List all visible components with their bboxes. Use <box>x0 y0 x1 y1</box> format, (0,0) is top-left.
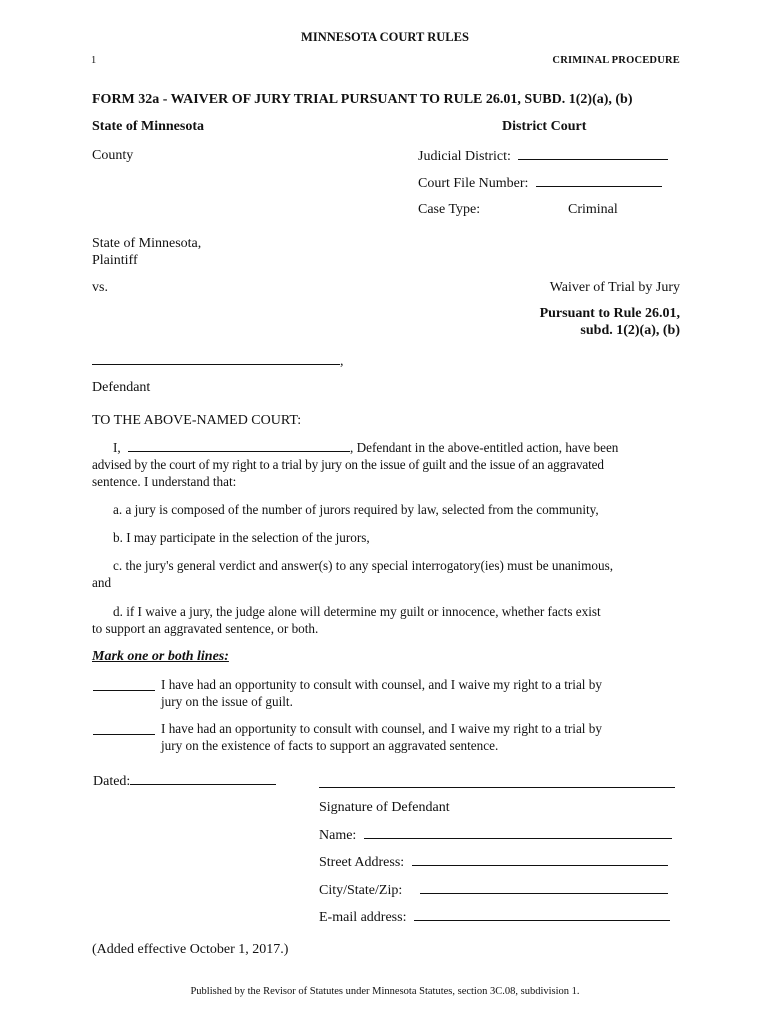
understanding-item-b: b. I may participate in the selection of the jurors, <box>113 530 370 545</box>
intro-line3: sentence. I understand that: <box>92 474 237 489</box>
city-state-zip-label: City/State/Zip: <box>319 883 403 898</box>
court-file-number-row <box>418 174 662 192</box>
court-file-number-blank[interactable] <box>536 174 662 187</box>
signature-label: Signature of Defendant <box>319 800 450 815</box>
running-header-title: MINNESOTA COURT RULES <box>301 30 469 44</box>
caption-county: County <box>92 148 134 163</box>
defendant-name-blank[interactable] <box>92 352 340 365</box>
plaintiff-label: Plaintiff <box>92 253 138 268</box>
understanding-item-c-cont: and <box>92 575 112 590</box>
versus: vs. <box>92 280 108 295</box>
document-subtitle-line1: Pursuant to Rule 26.01, <box>539 306 680 321</box>
running-header-section: CRIMINAL PROCEDURE <box>552 55 680 66</box>
case-type-label: Case Type: <box>418 202 481 217</box>
dated-blank[interactable] <box>130 772 276 785</box>
defendant-label: Defendant <box>92 380 151 395</box>
intro-line1 <box>92 439 680 456</box>
understanding-item-d: d. if I waive a jury, the judge alone will determine my guilt or innocence, whether facts exist <box>113 604 601 619</box>
waiver-guilt-line2: jury on the issue of guilt. <box>161 694 293 709</box>
defendant-intro-blank[interactable] <box>128 439 350 452</box>
defendant-name-row <box>92 352 344 370</box>
dated-label: Dated: <box>93 774 131 789</box>
addressee: TO THE ABOVE-NAMED COURT: <box>92 413 302 428</box>
understanding-item-d-cont: to support an aggravated sentence, or both. <box>92 621 319 636</box>
street-address-label: Street Address: <box>319 855 405 870</box>
signature-line[interactable] <box>319 775 675 788</box>
waiver-guilt-checkline[interactable] <box>93 678 155 691</box>
waiver-aggravated-checkline[interactable] <box>93 722 155 735</box>
understanding-item-a: a. a jury is composed of the number of jurors required by law, selected from the community, <box>113 502 599 517</box>
street-address-row <box>319 853 668 871</box>
intro-line2: advised by the court of my right to a trial by jury on the issue of guilt and the issue of an aggravated <box>92 457 604 472</box>
waiver-aggravated-line2: jury on the existence of facts to support an aggravated sentence. <box>161 738 499 753</box>
caption-state: State of Minnesota <box>92 119 204 134</box>
dated-row <box>93 772 276 790</box>
email-row <box>319 908 670 926</box>
city-state-zip-row <box>319 881 668 899</box>
street-address-blank[interactable] <box>412 853 668 866</box>
mark-instruction: Mark one or both lines: <box>92 649 229 664</box>
plaintiff-name: State of Minnesota, <box>92 236 202 251</box>
caption-court: District Court <box>502 119 587 134</box>
document-title: Waiver of Trial by Jury <box>549 280 680 295</box>
city-state-zip-blank[interactable] <box>420 881 668 894</box>
understanding-item-c: c. the jury's general verdict and answer(s) to any special interrogatory(ies) must be unanimous, <box>113 558 614 573</box>
judicial-district-label: Judicial District: <box>418 149 511 164</box>
document-subtitle-line2: subd. 1(2)(a), (b) <box>580 323 680 338</box>
case-type-value: Criminal <box>568 202 618 217</box>
name-blank[interactable] <box>364 826 672 839</box>
judicial-district-row <box>418 147 668 165</box>
page-number: 1 <box>91 55 97 66</box>
page-footer: Published by the Revisor of Statutes under Minnesota Statutes, section 3C.08, subdivision 1. <box>190 986 580 997</box>
intro-rest: , Defendant in the above-entitled action, have been <box>350 440 619 455</box>
email-blank[interactable] <box>414 908 670 921</box>
court-file-number-label: Court File Number: <box>418 176 529 191</box>
waiver-guilt-line1: I have had an opportunity to consult with counsel, and I waive my right to a trial by <box>161 677 602 692</box>
judicial-district-blank[interactable] <box>518 147 668 160</box>
waiver-aggravated-line1: I have had an opportunity to consult with counsel, and I waive my right to a trial by <box>161 721 602 736</box>
name-label: Name: <box>319 828 357 843</box>
email-label: E-mail address: <box>319 910 407 925</box>
added-effective-note: (Added effective October 1, 2017.) <box>92 942 289 957</box>
form-title: FORM 32a - WAIVER OF JURY TRIAL PURSUANT TO RULE 26.01, SUBD. 1(2)(a), (b) <box>92 92 633 107</box>
intro-prefix: I, <box>113 440 121 455</box>
name-row <box>319 826 672 844</box>
defendant-comma: , <box>340 354 344 369</box>
